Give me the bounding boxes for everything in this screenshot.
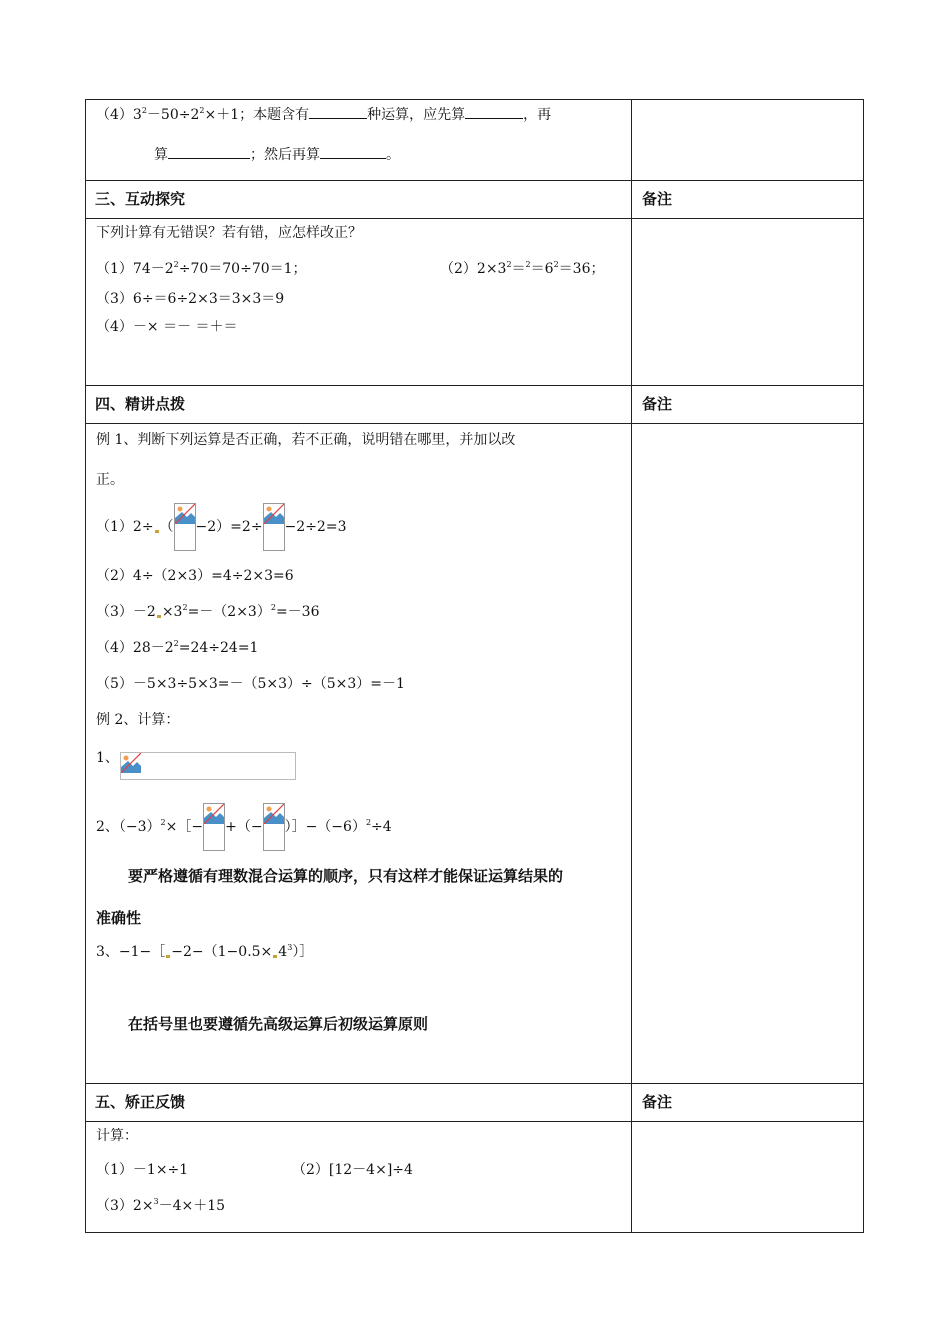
section-5-header-row [85, 1084, 864, 1122]
example-1-line1: 例 1、判断下列运算是否正确，若不正确，说明错在哪里，并加以改 [96, 432, 516, 448]
exercise-item: （3）6÷＝6÷2×3＝3×3＝9 [96, 291, 285, 307]
example-2-item-3: 3、−1−［ $-2-(1-0.5\times 4^3)]$ [96, 943, 314, 960]
q4-text-h: 。 [386, 147, 400, 163]
section-title: 五、矫正反馈 [86, 1084, 632, 1121]
accent-dot [166, 955, 170, 958]
q4-text-e: ，再 [523, 107, 552, 123]
broken-image-icon [120, 752, 296, 780]
exercise-item: （4）－× ＝－ ＝＋＝ [96, 319, 238, 335]
section-3-content [86, 219, 632, 385]
section-5-content-row [85, 1122, 864, 1233]
example-2-item-1-label: 1、 [96, 750, 119, 766]
answer-blank[interactable] [309, 104, 367, 119]
tip-text-line1: 要严格遵循有理数混合运算的顺序，只有这样才能保证运算结果的 [128, 867, 564, 885]
example-2-title: 例 2、计算： [96, 712, 180, 728]
question-4-cell [86, 100, 632, 180]
tip-text-2: 在括号里也要遵循先高级运算后初级运算原则 [128, 1015, 429, 1033]
example-1-item-1: （1）2÷ （ −2）=2÷ −2÷2=3 [96, 502, 346, 552]
section-5-content [86, 1122, 632, 1232]
example-1-item-3: $(3)-2 \times 3^2=-(2\times 3)^2=-36$ [96, 603, 320, 620]
answer-blank[interactable] [168, 144, 250, 159]
notes-header: 备注 [642, 1093, 673, 1111]
accent-dot [155, 530, 159, 533]
intro-text: 下列计算有无错误？若有错，应怎样改正？ [96, 225, 362, 241]
section-4-content [86, 424, 632, 1083]
section-title: 三、互动探究 [86, 181, 632, 218]
example-1-line2: 正。 [96, 472, 124, 488]
q4-text-c: ×＋1；本题含有 [204, 107, 310, 123]
notes-cell [632, 219, 863, 385]
broken-image-icon [263, 503, 285, 551]
notes-cell [632, 424, 863, 1083]
exercise-item: （1）－1×÷1 [96, 1162, 189, 1178]
notes-cell [632, 100, 863, 180]
notes-header: 备注 [642, 190, 673, 208]
broken-image-icon [174, 503, 196, 551]
example-1-item-4: $(4)28-2^2=24\div 24=1$ [96, 639, 259, 656]
example-1-item-5: （5）－5×3÷5×3=－（5×3）÷（5×3）=－1 [96, 676, 405, 692]
exercise-item: $(1)74-2^2\div 70=70\div 70=1$； [96, 260, 307, 277]
question-4-line2 [154, 144, 400, 165]
q4-sup: 2 [141, 106, 147, 115]
q4-text-a: （4）3 [96, 107, 142, 123]
intro-text: 计算： [96, 1128, 138, 1144]
answer-blank[interactable] [320, 144, 386, 159]
notes-header: 备注 [642, 395, 673, 413]
tip-text-line2: 准确性 [96, 909, 142, 927]
q4-text-f: 算 [154, 147, 168, 163]
accent-dot [157, 615, 161, 618]
exercise-item: （2）[12－4×]÷4 [292, 1162, 413, 1178]
broken-image-icon [263, 803, 285, 851]
q4-text-g: ；然后再算 [250, 147, 320, 163]
accent-dot [273, 955, 277, 958]
example-1-item-2: （2）4÷（2×3）=4÷2×3=6 [96, 568, 294, 584]
exercise-item: （3）2×$^3$－4×＋15 [96, 1197, 226, 1214]
q4-text-d: 种运算，应先算 [367, 107, 466, 123]
section-3-content-row [85, 219, 864, 386]
section-3-header-row [85, 181, 864, 219]
section-4-content-row [85, 424, 864, 1084]
question-4-line1 [96, 104, 551, 125]
section-4-header-row [85, 386, 864, 424]
example-2-item-2: 2、$(-3)^2\times[-$ +（− ）$]-(-6)^2\div 4$ [96, 802, 392, 852]
section-title: 四、精讲点拨 [86, 386, 632, 423]
answer-blank[interactable] [465, 104, 523, 119]
exercise-item: $(2)2\times 3^2=^2=6^2=36$； [440, 260, 605, 277]
broken-image-icon [203, 803, 225, 851]
worksheet-table [85, 99, 864, 1233]
notes-cell [632, 1122, 863, 1232]
q4-text-b: －50÷2 [146, 107, 200, 123]
question-4-row [85, 99, 864, 181]
q4-sup: 2 [199, 106, 205, 115]
